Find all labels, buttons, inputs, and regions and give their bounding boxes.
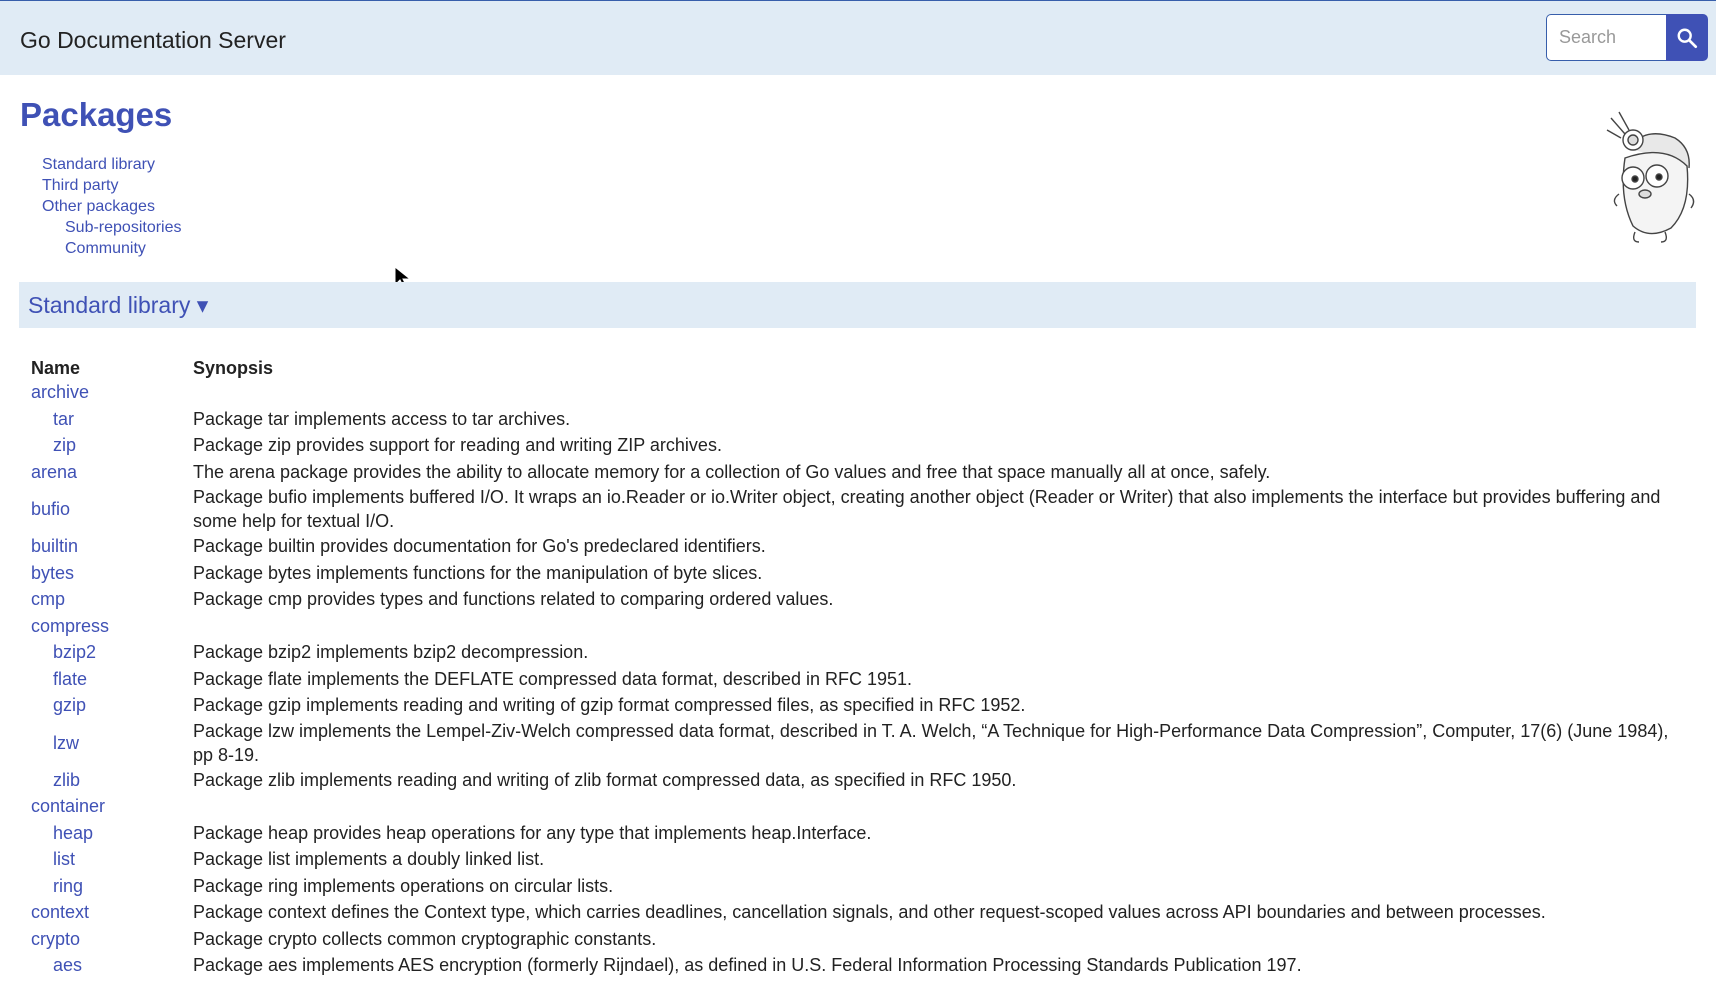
package-synopsis: Package bytes implements functions for the manipulation of byte slices. [193,562,763,583]
package-name-cell [27,533,189,560]
search-icon [1676,27,1698,49]
table-row [27,379,1677,406]
package-name-cell [27,432,189,459]
package-name-cell [27,719,189,767]
table-row [27,719,1677,767]
package-link[interactable]: arena [31,461,78,482]
column-header-name: Name [31,358,81,378]
table-row [27,533,1677,560]
package-link[interactable]: lzw [53,732,79,753]
site-title[interactable]: Go Documentation Server [20,27,286,53]
table-row [27,666,1677,693]
package-link[interactable]: aes [53,955,83,976]
table-row [27,639,1677,666]
package-synopsis: Package bzip2 implements bzip2 decompression. [193,642,589,663]
package-link[interactable]: builtin [31,536,79,557]
package-link[interactable]: bufio [31,499,71,519]
package-name-cell [27,639,189,666]
package-synopsis: Package tar implements access to tar archives. [193,408,571,429]
table-body [27,379,1677,979]
package-name-cell [27,846,189,873]
package-link[interactable]: archive [31,382,90,403]
package-name-cell [27,793,189,820]
table-header-row [27,353,1677,379]
package-link[interactable]: container [31,796,106,817]
package-link[interactable]: context [31,902,90,923]
table-row [27,613,1677,640]
package-synopsis: Package zip provides support for reading and writing ZIP archives. [193,435,722,456]
package-synopsis: Package builtin provides documentation for Go's predeclared identifiers. [193,536,766,557]
table-row [27,846,1677,873]
package-link[interactable]: flate [53,668,88,689]
toc-link-other-packages[interactable]: Other packages [42,198,155,215]
package-link[interactable]: crypto [31,928,81,949]
package-link[interactable]: bytes [31,562,75,583]
package-name-cell [27,459,189,486]
package-link[interactable]: zip [53,435,77,456]
table-of-contents [42,154,182,259]
table-row [27,485,1677,533]
package-synopsis: Package bufio implements buffered I/O. It wraps an io.Reader or io.Writer object, creating another object (Reader or Writer) that also implements the interface but provides buffering and some help for textual I/O. [193,487,1661,531]
package-name-cell [27,767,189,794]
table-row [27,793,1677,820]
package-name-cell [27,613,189,640]
package-synopsis: Package ring implements operations on circular lists. [193,875,614,896]
search-input[interactable] [1546,14,1666,61]
search-button[interactable] [1666,14,1708,61]
toc-link-third-party[interactable]: Third party [42,177,119,194]
table-row [27,873,1677,900]
package-synopsis: Package flate implements the DEFLATE compressed data format, described in RFC 1951. [193,668,912,689]
top-bar [0,0,1716,75]
package-synopsis: Package aes implements AES encryption (formerly Rijndael), as defined in U.S. Federal Information Processing Standards Publication 197. [193,955,1302,976]
section-header-standard-library[interactable] [19,282,1696,328]
package-name-cell [27,406,189,433]
package-name-cell [27,586,189,613]
packages-table [27,353,1677,979]
package-synopsis: Package zlib implements reading and writing of zlib format compressed data, as specified in RFC 1950. [193,769,1017,790]
table-row [27,692,1677,719]
package-synopsis: Package heap provides heap operations for any type that implements heap.Interface. [193,822,872,843]
package-link[interactable]: tar [53,408,75,429]
toc-link-sub-repositories[interactable]: Sub-repositories [65,219,182,236]
package-name-cell [27,952,189,979]
package-link[interactable]: gzip [53,695,87,716]
package-link[interactable]: zlib [53,769,81,790]
table-row [27,432,1677,459]
table-row [27,926,1677,953]
package-link[interactable]: compress [31,615,110,636]
package-synopsis: The arena package provides the ability to allocate memory for a collection of Go values and free that space manually all at once, safely. [193,461,1271,482]
table-row [27,952,1677,979]
package-name-cell [27,379,189,406]
package-synopsis [189,613,1677,640]
package-synopsis [189,793,1677,820]
package-name-cell [27,485,189,533]
package-name-cell [27,873,189,900]
package-name-cell [27,820,189,847]
package-synopsis: Package cmp provides types and functions related to comparing ordered values. [193,589,834,610]
table-row [27,767,1677,794]
table-row [27,586,1677,613]
toc-link-standard-library[interactable]: Standard library [42,156,155,173]
package-link[interactable]: ring [53,875,84,896]
package-name-cell [27,926,189,953]
section-title[interactable]: Standard library ▾ [28,292,209,318]
page-title: Packages [20,96,173,133]
package-synopsis [189,379,1677,406]
table-row [27,820,1677,847]
package-name-cell [27,560,189,587]
table-row [27,406,1677,433]
package-synopsis: Package lzw implements the Lempel-Ziv-Welch compressed data format, described in T. A. Welch, “A Technique for High-Performance Data Compression”, Computer, 17(6) (June 1984), pp 8-19. [193,720,1669,765]
package-link[interactable]: list [53,849,75,870]
package-synopsis: Package gzip implements reading and writing of gzip format compressed files, as specified in RFC 1952. [193,695,1026,716]
package-link[interactable]: heap [53,822,94,843]
package-name-cell [27,899,189,926]
table-row [27,899,1677,926]
package-synopsis: Package context defines the Context type, which carries deadlines, cancellation signals, and other request-scoped values across API boundaries and between processes. [193,902,1546,923]
package-synopsis: Package list implements a doubly linked list. [193,849,545,870]
package-synopsis: Package crypto collects common cryptographic constants. [193,928,657,949]
column-header-synopsis: Synopsis [193,358,274,378]
package-link[interactable]: cmp [31,589,66,610]
table-row [27,459,1677,486]
package-name-cell [27,692,189,719]
toc-link-community[interactable]: Community [65,240,146,257]
gopher-mascot-icon [1605,108,1695,248]
table-row [27,560,1677,587]
package-name-cell [27,666,189,693]
package-link[interactable]: bzip2 [53,642,97,663]
